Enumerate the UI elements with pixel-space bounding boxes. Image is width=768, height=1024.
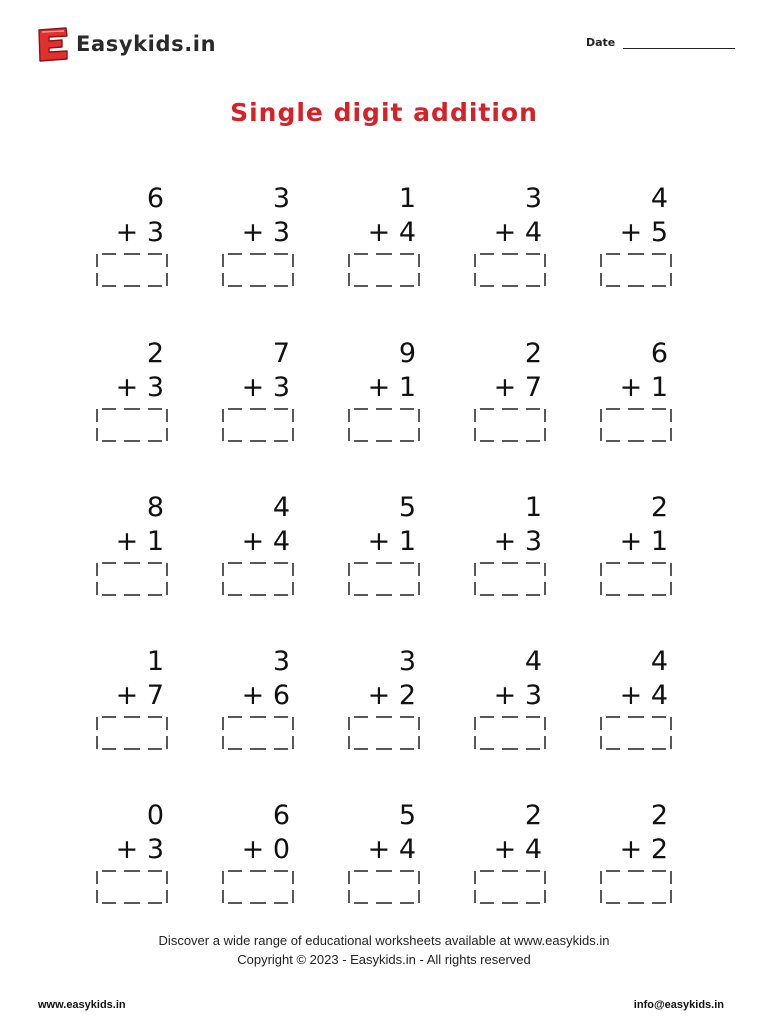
first-addend: 9 <box>398 338 416 369</box>
answer-box[interactable] <box>600 870 672 904</box>
second-addend: + 0 <box>241 834 290 865</box>
email-link[interactable]: info@easykids.in <box>633 999 724 1011</box>
first-addend: 7 <box>272 338 290 369</box>
addition-problem <box>600 339 672 459</box>
first-addend: 1 <box>398 183 416 214</box>
second-addend: + 5 <box>619 217 668 248</box>
addition-problem <box>96 493 168 613</box>
second-addend: + 3 <box>115 372 164 403</box>
addition-problem <box>222 184 294 304</box>
first-addend: 4 <box>650 646 668 677</box>
addition-problem <box>474 184 546 304</box>
second-addend: + 4 <box>367 217 416 248</box>
second-addend: + 2 <box>367 680 416 711</box>
addition-problem <box>600 493 672 613</box>
footer-line-2: Copyright © 2023 - Easykids.in - All rights reserved <box>237 952 531 967</box>
addition-problem <box>600 184 672 304</box>
second-addend: + 1 <box>367 372 416 403</box>
addition-problem <box>222 493 294 613</box>
second-addend: + 6 <box>241 680 290 711</box>
first-addend: 5 <box>398 492 416 523</box>
second-addend: + 1 <box>619 526 668 557</box>
second-addend: + 1 <box>367 526 416 557</box>
first-addend: 3 <box>272 183 290 214</box>
addition-problem <box>96 339 168 459</box>
answer-box[interactable] <box>96 253 168 287</box>
addition-problem <box>96 801 168 921</box>
addition-problem <box>222 647 294 767</box>
second-addend: + 4 <box>493 834 542 865</box>
first-addend: 3 <box>272 646 290 677</box>
second-addend: + 1 <box>115 526 164 557</box>
answer-box[interactable] <box>348 253 420 287</box>
first-addend: 2 <box>146 338 164 369</box>
addition-problem <box>348 184 420 304</box>
addition-problem <box>474 493 546 613</box>
answer-box[interactable] <box>96 870 168 904</box>
first-addend: 4 <box>524 646 542 677</box>
first-addend: 0 <box>146 800 164 831</box>
answer-box[interactable] <box>348 870 420 904</box>
second-addend: + 7 <box>493 372 542 403</box>
answer-box[interactable] <box>222 408 294 442</box>
answer-box[interactable] <box>96 716 168 750</box>
second-addend: + 3 <box>493 680 542 711</box>
first-addend: 2 <box>650 492 668 523</box>
first-addend: 1 <box>146 646 164 677</box>
answer-box[interactable] <box>474 716 546 750</box>
website-link[interactable]: www.easykids.in <box>38 999 126 1011</box>
second-addend: + 4 <box>493 217 542 248</box>
answer-box[interactable] <box>348 562 420 596</box>
answer-box[interactable] <box>474 562 546 596</box>
first-addend: 3 <box>398 646 416 677</box>
brand-name: Easykids.in <box>76 32 217 56</box>
answer-box[interactable] <box>600 408 672 442</box>
first-addend: 6 <box>650 338 668 369</box>
first-addend: 2 <box>524 800 542 831</box>
answer-box[interactable] <box>348 716 420 750</box>
answer-box[interactable] <box>474 408 546 442</box>
addition-problem <box>96 184 168 304</box>
second-addend: + 4 <box>367 834 416 865</box>
answer-box[interactable] <box>348 408 420 442</box>
date-label: Date <box>586 36 616 49</box>
addition-problem <box>348 493 420 613</box>
footer-line-1: Discover a wide range of educational worksheets available at www.easykids.in <box>158 933 610 948</box>
footer <box>0 931 768 969</box>
answer-box[interactable] <box>222 562 294 596</box>
addition-problem <box>348 339 420 459</box>
addition-problem <box>348 647 420 767</box>
answer-box[interactable] <box>600 716 672 750</box>
second-addend: + 3 <box>115 217 164 248</box>
addition-problem <box>222 339 294 459</box>
answer-box[interactable] <box>474 253 546 287</box>
answer-box[interactable] <box>222 716 294 750</box>
first-addend: 4 <box>650 183 668 214</box>
second-addend: + 7 <box>115 680 164 711</box>
addition-problem <box>474 647 546 767</box>
answer-box[interactable] <box>222 870 294 904</box>
first-addend: 5 <box>398 800 416 831</box>
second-addend: + 3 <box>241 217 290 248</box>
addition-problem <box>96 647 168 767</box>
page-title: Single digit addition <box>230 98 538 127</box>
addition-problem <box>474 801 546 921</box>
answer-box[interactable] <box>96 562 168 596</box>
addition-problem <box>600 647 672 767</box>
second-addend: + 3 <box>493 526 542 557</box>
addition-problem <box>474 339 546 459</box>
addition-problem <box>600 801 672 921</box>
first-addend: 1 <box>524 492 542 523</box>
first-addend: 2 <box>650 800 668 831</box>
second-addend: + 4 <box>241 526 290 557</box>
second-addend: + 3 <box>241 372 290 403</box>
second-addend: + 1 <box>619 372 668 403</box>
first-addend: 8 <box>146 492 164 523</box>
first-addend: 6 <box>272 800 290 831</box>
second-addend: + 3 <box>115 834 164 865</box>
first-addend: 3 <box>524 183 542 214</box>
first-addend: 2 <box>524 338 542 369</box>
second-addend: + 2 <box>619 834 668 865</box>
second-addend: + 4 <box>619 680 668 711</box>
answer-box[interactable] <box>474 870 546 904</box>
first-addend: 6 <box>146 183 164 214</box>
addition-problem <box>348 801 420 921</box>
answer-box[interactable] <box>600 253 672 287</box>
answer-box[interactable] <box>600 562 672 596</box>
answer-box[interactable] <box>222 253 294 287</box>
first-addend: 4 <box>272 492 290 523</box>
addition-problem <box>222 801 294 921</box>
answer-box[interactable] <box>96 408 168 442</box>
